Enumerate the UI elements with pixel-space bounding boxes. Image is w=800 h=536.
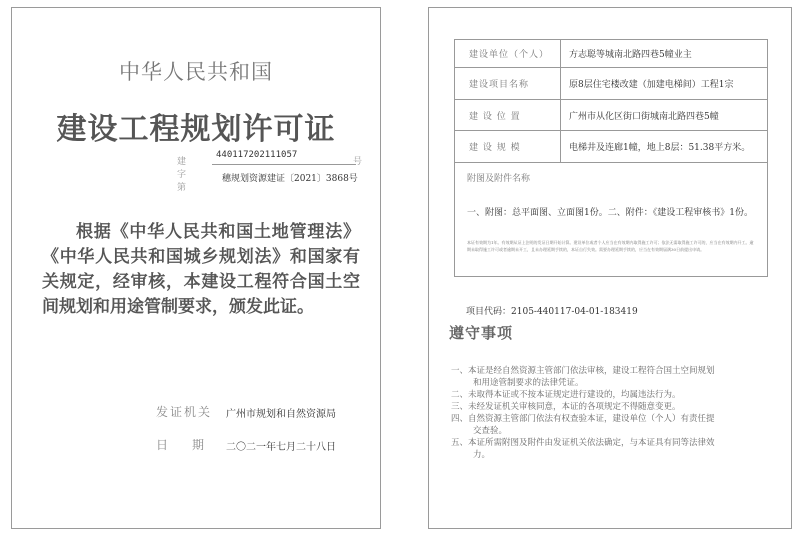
row-label: 建 设 规 模 <box>455 131 561 162</box>
rule-line: 交查验。 <box>473 426 508 436</box>
rule-line: 和用途管制要求的法律凭证。 <box>473 378 584 388</box>
rule-line: 二、未取得本证或不按本证规定进行建设的，均属违法行为。 <box>451 390 681 400</box>
row-value: 电梯井及连廊1幢，地上8层：51.38平方米。 <box>569 143 751 153</box>
row-label: 建 设 位 置 <box>455 100 561 130</box>
attachments-content: 一、附图：总平面图、立面图1份。二、附件：《建设工程审核书》1份。 <box>467 208 753 218</box>
row-label: 建设项目名称 <box>455 68 561 99</box>
rule-line: 一、本证是经自然资源主管部门依法审核，建设工程符合国土空间规划 <box>451 366 715 376</box>
row-value: 原8层住宅楼改建（加建电梯间）工程1宗 <box>569 80 734 90</box>
table-row <box>455 131 767 163</box>
permit-title: 建设工程规划许可证 <box>56 112 336 147</box>
permit-number: 440117202111057 <box>212 150 356 165</box>
project-code-row <box>466 304 638 317</box>
table-row <box>455 40 767 68</box>
issuer-value: 广州市规划和自然资源局 <box>226 409 336 420</box>
rule-line: 力。 <box>473 450 491 460</box>
project-code-label: 项目代码： <box>466 307 512 317</box>
row-label: 建设单位（个人） <box>455 40 561 67</box>
date-value: 二〇二一年七月二十八日 <box>226 442 336 453</box>
rule-line: 四、自然资源主管部门依法有权查验本证，建设单位（个人）有责任提 <box>451 414 715 424</box>
permit-body-text: 根据《中华人民共和国土地管理法》《中华人民共和国城乡规划法》和国家有关规定，经审核，本建设工程符合国土空间规划和用途管制要求，颁发此证。 <box>42 222 360 317</box>
notice-title: 遵守事项 <box>449 324 514 342</box>
rule-line: 三、未经发证机关审核同意，本证的各项规定不得随意变更。 <box>451 402 681 412</box>
country-name: 中华人民共和国 <box>119 60 273 84</box>
project-code: 2105-440117-04-01-183419 <box>511 307 638 317</box>
file-number: 穗规划资源建证〔2021〕3868号 <box>222 174 358 184</box>
permit-number-suffix: 号 <box>353 157 363 167</box>
table-row <box>455 100 767 131</box>
permit-number-prefix: 建字第 <box>177 157 187 193</box>
validity-note: 本证有效期为1年。有效期从证上注明的发证日期开始计算。建设单位或者个人应当在有效期内取得施工许可；依法无需取得施工许可的，应当在有效期内开工。逾期未取得施工许可或者逾期未开工，且未办理延期手续的，本证自行失效。需要办理延期手续的，应当在有效期届满30日前提出申请。 <box>467 240 754 252</box>
table-row <box>455 68 767 100</box>
issuer-label: 发证机关 <box>156 405 213 419</box>
permit-front-page <box>11 7 381 529</box>
rule-line: 五、本证所需附图及附件由发证机关依法确定，与本证具有同等法律效 <box>451 438 715 448</box>
permit-details-page <box>428 7 792 529</box>
date-label: 日 期 <box>156 438 205 452</box>
row-value: 方志聪等城南北路四巷5幢业主 <box>569 50 692 60</box>
row-value: 广州市从化区街口街城南北路四巷5幢 <box>569 111 719 122</box>
rules-list <box>451 365 773 461</box>
details-table <box>454 39 768 277</box>
attachments-label: 附图及附件名称 <box>467 174 531 184</box>
attachments-section <box>455 163 767 276</box>
